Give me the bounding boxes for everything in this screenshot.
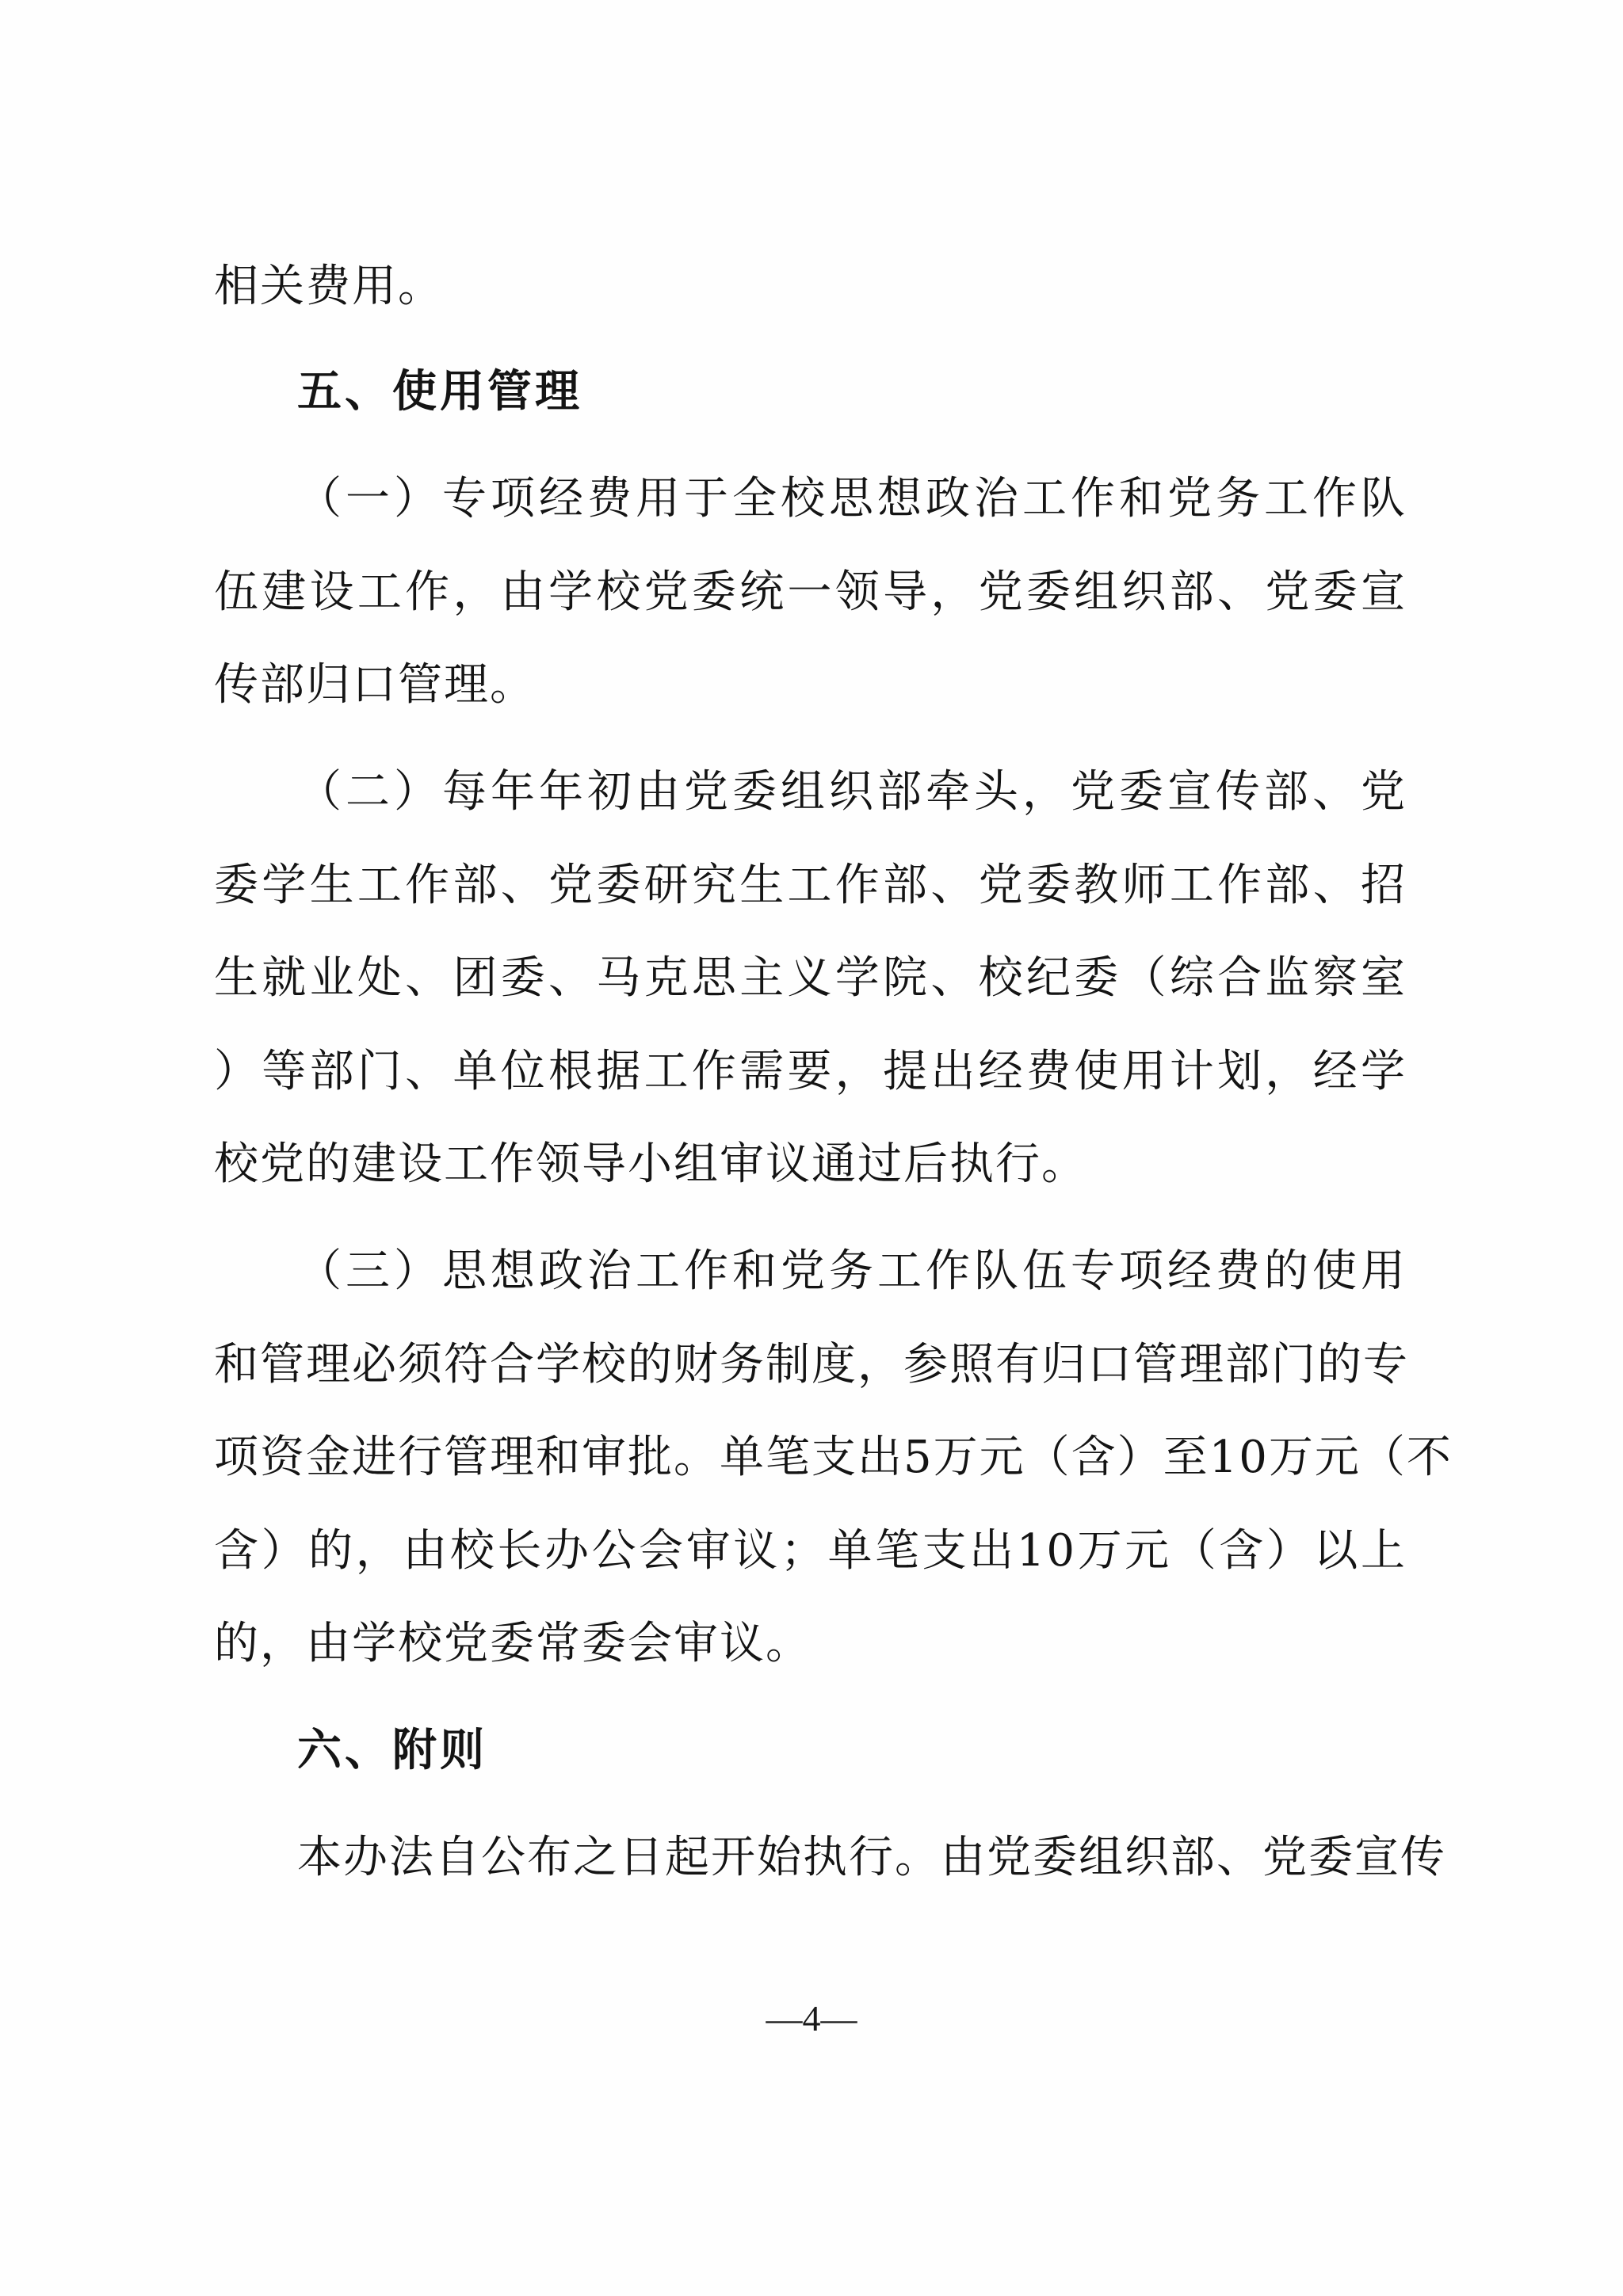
paragraph-1-line-1: （一）专项经费用于全校思想政治工作和党务工作队 (297, 473, 1407, 524)
section-six-paragraph: 本办法自公布之日起开始执行。由党委组织部、党委宣传 (297, 1832, 1446, 1883)
paragraph-2-line-4: ）等部门、单位根据工作需要，提出经费使用计划，经学 (214, 1046, 1407, 1097)
section-six-heading: 六、附则 (297, 1725, 487, 1776)
paragraph-3-line-5: 的，由学校党委常委会审议。 (214, 1618, 812, 1669)
paragraph-3-line-2: 和管理必须符合学校的财务制度，参照有归口管理部门的专 (214, 1339, 1409, 1390)
paragraph-3-line-1: （三）思想政治工作和党务工作队伍专项经费的使用 (297, 1245, 1407, 1297)
paragraph-2-line-2: 委学生工作部、党委研究生工作部、党委教师工作部、招 (214, 860, 1407, 911)
paragraph-1-line-2: 伍建设工作，由学校党委统一领导，党委组织部、党委宣 (214, 566, 1407, 618)
paragraph-2-line-3: 生就业处、团委、马克思主义学院、校纪委（综合监察室 (214, 952, 1407, 1004)
carryover-line: 相关费用。 (214, 261, 444, 312)
paragraph-2-line-1: （二）每年年初由党委组织部牵头，党委宣传部、党 (297, 766, 1407, 818)
section-five-heading: 五、使用管理 (297, 366, 582, 418)
paragraph-1-line-3: 传部归口管理。 (214, 659, 536, 711)
paragraph-3-line-4: 含）的，由校长办公会审议；单笔支出10万元（含）以上 (214, 1525, 1407, 1577)
page-number: —4— (766, 1998, 857, 2039)
paragraph-3-line-3: 项资金进行管理和审批。单笔支出5万元（含）至10万元（不 (214, 1432, 1453, 1483)
paragraph-2-line-5: 校党的建设工作领导小组审议通过后执行。 (214, 1138, 1087, 1190)
